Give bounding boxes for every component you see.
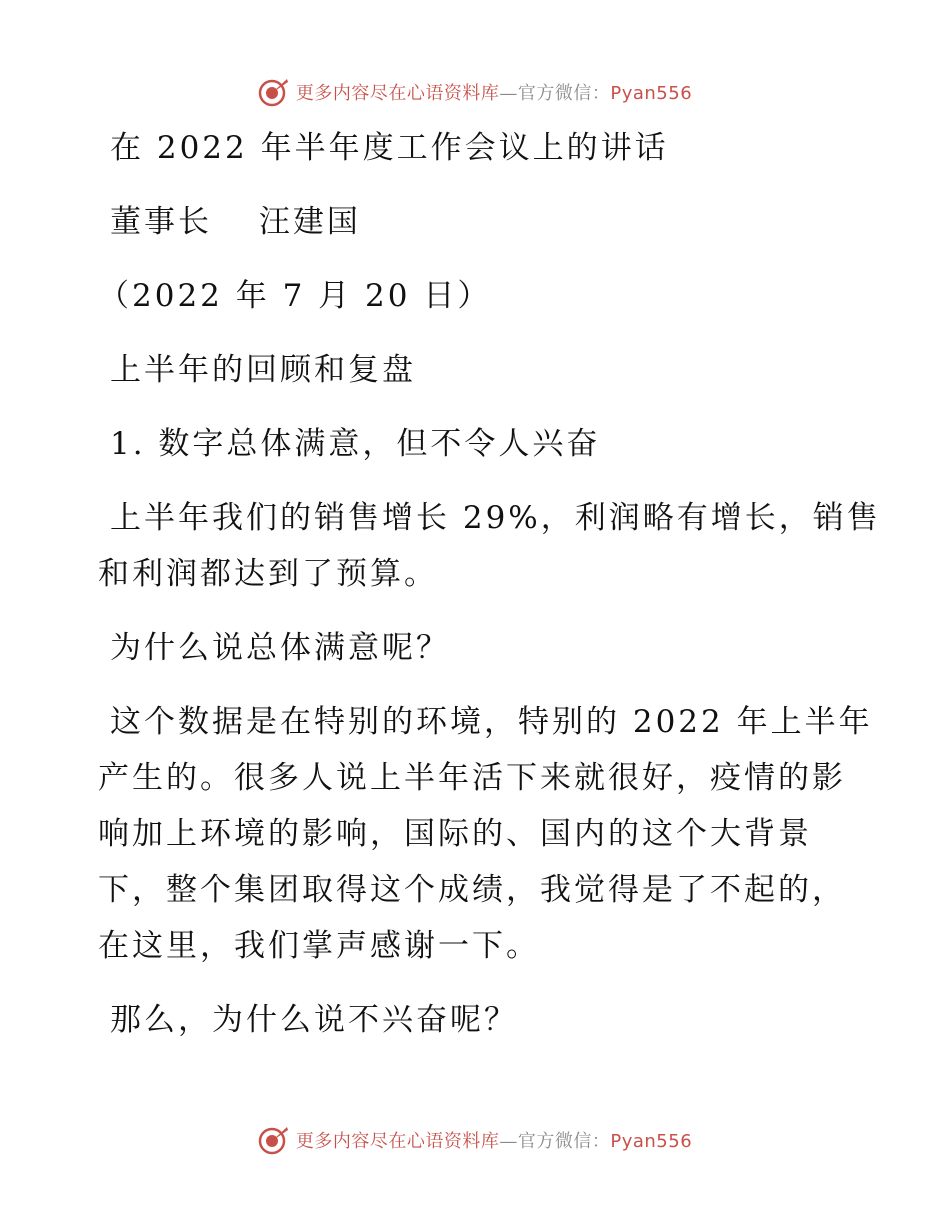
document-title: 在 2022 年半年度工作会议上的讲话	[110, 130, 669, 166]
watermark-main-text: 更多内容尽在心语资料库	[295, 83, 500, 104]
subheading: 1. 数字总体满意，但不令人兴奋	[110, 426, 601, 462]
section-heading: 上半年的回顾和复盘	[110, 352, 416, 388]
quill-logo-icon	[258, 1124, 290, 1156]
watermark-main-text: 更多内容尽在心语资料库	[295, 1131, 500, 1152]
paragraph-line: 响加上环境的影响，国际的、国内的这个大背景	[98, 816, 812, 852]
watermark-header	[0, 72, 950, 112]
paragraph-line: 上半年我们的销售增长 29%，利润略有增长，销售	[110, 500, 881, 536]
watermark-footer	[0, 1120, 950, 1160]
watermark-account-id: Pyan556	[610, 1131, 693, 1152]
watermark-dash: —	[499, 1131, 518, 1152]
watermark-dash: —	[499, 83, 518, 104]
paragraph-line: 下，整个集团取得这个成绩，我觉得是了不起的，	[98, 872, 846, 908]
paragraph-line: 这个数据是在特别的环境，特别的 2022 年上半年	[110, 704, 873, 740]
watermark-account-label: 官方微信：	[517, 83, 611, 104]
speaker-line: 董事长 汪建国	[110, 204, 361, 240]
paragraph-line: 在这里，我们掌声感谢一下。	[98, 928, 540, 964]
watermark-account-id: Pyan556	[610, 83, 693, 104]
question-line: 为什么说总体满意呢？	[110, 630, 450, 666]
date-line: （2022 年 7 月 20 日）	[98, 278, 492, 314]
quill-logo-icon	[258, 76, 290, 108]
watermark-account-label: 官方微信：	[517, 1131, 611, 1152]
paragraph-line: 和利润都达到了预算。	[98, 556, 438, 592]
question-line: 那么，为什么说不兴奋呢？	[110, 1002, 518, 1038]
document-body	[98, 120, 881, 1048]
paragraph-line: 产生的。很多人说上半年活下来就很好，疫情的影	[98, 760, 846, 796]
